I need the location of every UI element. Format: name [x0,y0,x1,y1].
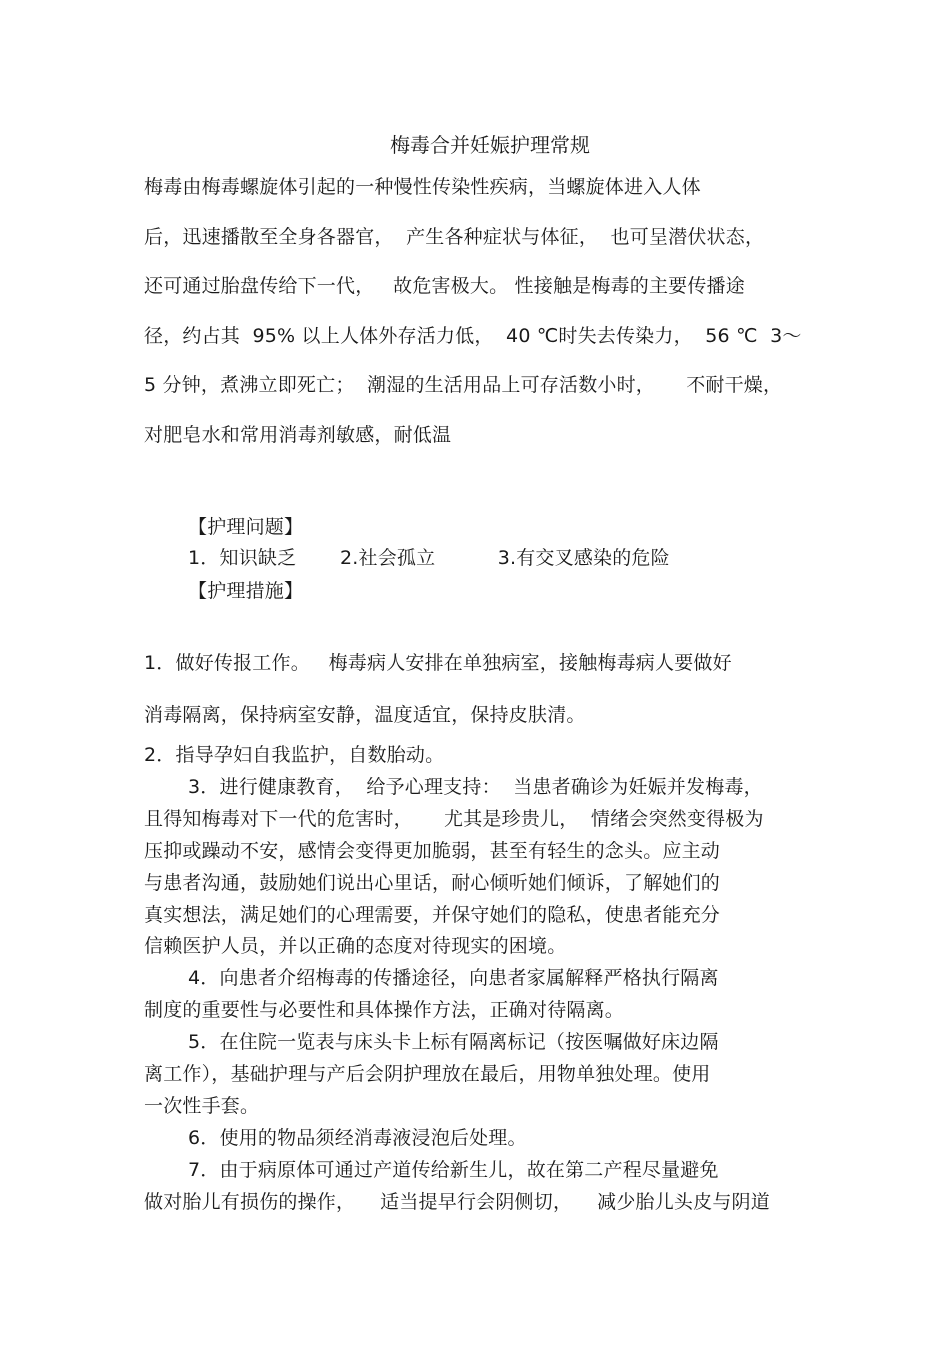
measure-line-8: 真实想法，满足她们的心理需要，并保守她们的隐私，使患者能充分 [144,904,721,926]
measure-line-5: 且得知梅毒对下一代的危害时， 尤其是珍贵儿， 情绪会突然变得极为 [144,808,764,830]
intro-line-1: 梅毒由梅毒螺旋体引起的一种慢性传染性疾病，当螺旋体进入人体 [144,176,701,198]
measure-line-17: 做对胎儿有损伤的操作， 适当提早行会阴侧切， 减少胎儿头皮与阴道 [144,1191,770,1213]
document-title: 梅毒合并妊娠护理常规 [390,133,590,157]
measures-heading: 【护理措施】 [188,580,304,602]
measure-line-10: 4．向患者介绍梅毒的传播途径，向患者家属解释严格执行隔离 [188,967,719,989]
measure-line-7: 与患者沟通，鼓励她们说出心里话，耐心倾听她们倾诉，了解她们的 [144,872,721,894]
problems-list: 1．知识缺乏 2.社会孤立 3.有交叉感染的危险 [188,547,670,569]
measure-line-11: 制度的重要性与必要性和具体操作方法，正确对待隔离。 [144,999,625,1021]
measure-line-15: 6．使用的物品须经消毒液浸泡后处理。 [188,1127,527,1149]
measure-line-1: 1．做好传报工作。 梅毒病人安排在单独病室，接触梅毒病人要做好 [144,652,732,674]
intro-line-3: 还可通过胎盘传给下一代， 故危害极大。 性接触是梅毒的主要传播途 [144,275,745,297]
intro-line-2: 后，迅速播散至全身各器官， 产生各种症状与体征， 也可呈潜伏状态， [144,226,765,248]
measure-line-6: 压抑或躁动不安，感情会变得更加脆弱，甚至有轻生的念头。应主动 [144,840,721,862]
measure-line-9: 信赖医护人员，并以正确的态度对待现实的困境。 [144,935,567,957]
measure-line-3: 2．指导孕妇自我监护，自数胎动。 [144,744,445,766]
intro-line-6: 对肥皂水和常用消毒剂敏感，耐低温 [144,424,452,446]
problems-heading: 【护理问题】 [188,516,304,538]
measure-line-4: 3．进行健康教育， 给予心理支持： 当患者确诊为妊娠并发梅毒， [188,776,763,798]
measure-line-12: 5．在住院一览表与床头卡上标有隔离标记（按医嘱做好床边隔 [188,1031,719,1053]
measure-line-16: 7．由于病原体可通过产道传给新生儿，故在第二产程尽量避免 [188,1159,719,1181]
measure-line-2: 消毒隔离，保持病室安静，温度适宜，保持皮肤清。 [144,704,586,726]
measure-line-14: 一次性手套。 [144,1095,260,1117]
intro-line-5: 5 分钟，煮沸立即死亡； 潮湿的生活用品上可存活数小时， 不耐干燥， [144,374,783,396]
measure-line-13: 离工作），基础护理与产后会阴护理放在最后，用物单独处理。使用 [144,1063,711,1085]
intro-line-4: 径，约占其 95% 以上人体外存活力低， 40 ℃时失去传染力， 56 ℃ 3～ [144,325,802,347]
